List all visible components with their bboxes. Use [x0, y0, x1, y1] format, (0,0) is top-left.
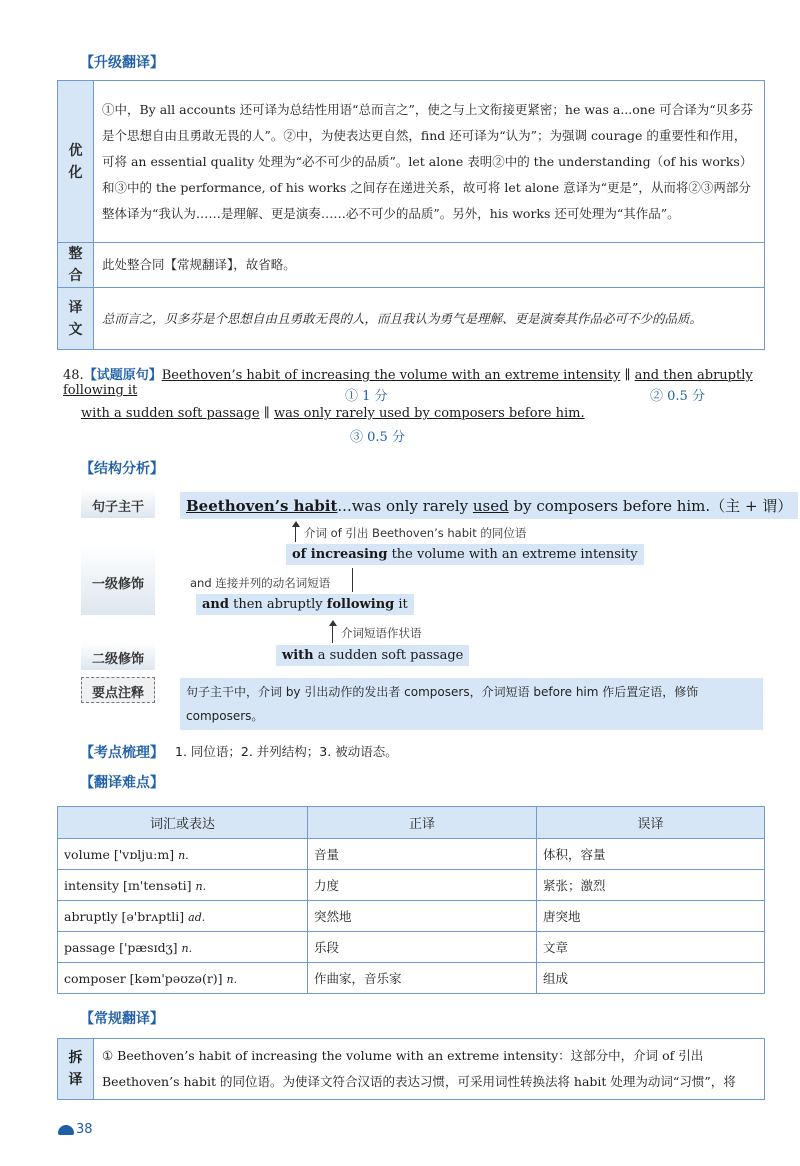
label-split: 拆 译: [58, 1039, 94, 1100]
table-row: [58, 901, 765, 932]
question-part1: Beethoven’s habit of increasing the volume with an extreme intensity: [161, 368, 621, 383]
note-appositive: 介词 of 引出 Beethoven’s habit 的同位语: [304, 526, 527, 540]
difficulty-table: [57, 806, 765, 994]
cell-word: [58, 932, 308, 963]
of-rest: the volume with an extreme intensity: [387, 547, 638, 562]
arrow-up-1: [292, 521, 300, 527]
page-number-text: 38: [76, 1122, 93, 1137]
connector-line-1: [295, 526, 296, 542]
with-phrase: [276, 645, 469, 666]
regular-table: [57, 1038, 765, 1100]
score-1: ① 1 分: [345, 389, 388, 404]
table-row: [58, 963, 765, 994]
word-text: abruptly [ə'brʌptli]: [64, 908, 189, 924]
label-keynote: 要点注释: [91, 686, 144, 701]
note-coordination: and 连接并列的动名词短语: [190, 576, 331, 590]
cell-wrong: 组成: [537, 963, 765, 994]
arrow-up-2: [329, 620, 337, 626]
question-tag: 【试题原句】: [83, 368, 162, 383]
with-rest: a sudden soft passage: [313, 648, 464, 663]
question-part3: was only rarely used by composers before him.: [273, 406, 585, 421]
separator-2: ∥: [263, 406, 270, 421]
integrate-text: 此处整合同【常规翻译】，故省略。: [94, 243, 765, 288]
label-integrate: 整 合: [58, 243, 94, 288]
pos-text: ad.: [188, 910, 206, 924]
translation-text: 总而言之，贝多芬是个思想自由且勇敢无畏的人，而且我认为勇气是理解、更是演奏其作品必可不少的品质。: [94, 288, 765, 350]
section-title-difficulty: 【翻译难点】: [80, 775, 164, 791]
label-translation: 译 文: [58, 288, 94, 350]
col-header-wrong: 误译: [537, 807, 765, 839]
label-level1: 一级修饰: [91, 577, 144, 592]
cell-wrong: 紧张；激烈: [537, 870, 765, 901]
cell-wrong: 文章: [537, 932, 765, 963]
score-2: ② 0.5 分: [650, 389, 705, 404]
and-rest: it: [394, 597, 408, 612]
word-text: volume ['vɒljuːm]: [64, 846, 179, 862]
table-row: [58, 839, 765, 870]
cell-word: [58, 870, 308, 901]
note-adverbial: 介词短语作状语: [341, 626, 422, 640]
table-row: [58, 932, 765, 963]
question-part2: and then abruptly following it: [63, 368, 753, 398]
of-phrase: [286, 544, 644, 565]
word-text: intensity [ɪn'tensəti]: [64, 877, 196, 893]
main-rest-1: ...was only rarely: [337, 497, 473, 515]
main-clause: [180, 492, 798, 519]
table-header-row: [58, 807, 765, 839]
word-text: passage ['pæsɪdʒ]: [64, 939, 182, 955]
cell-wrong: 唐突地: [537, 901, 765, 932]
cell-word: [58, 901, 308, 932]
label-main-clause: 句子主干: [91, 500, 144, 515]
col-header-correct: 正译: [308, 807, 537, 839]
and-phrase: [196, 594, 414, 615]
cell-word: [58, 839, 308, 870]
cell-wrong: 体积，容量: [537, 839, 765, 870]
section-title-regular: 【常规翻译】: [80, 1011, 164, 1027]
with-bold: with: [282, 648, 314, 663]
keynote-text: 句子主干中，介词 by 引出动作的发出者 composers，介词短语 before him 作后置定语，修饰 composers。: [180, 678, 763, 730]
of-bold: of increasing: [292, 547, 388, 562]
and-mid: then abruptly: [228, 597, 327, 612]
section-title-structure: 【结构分析】: [80, 461, 164, 477]
pos-text: n.: [181, 941, 193, 955]
label-optimize: 优 化: [58, 81, 94, 243]
split-text: ① Beethoven’s habit of increasing the volume with an extreme intensity：这部分中，介词 of 引出 Beethoven’s habit 的同位语。为使译文符合汉语的表达习惯，可采用词性转换法将 habit 处理为动词“习惯”，将: [94, 1039, 765, 1100]
section-title-upgrade: 【升级翻译】: [80, 55, 164, 71]
cell-correct: 力度: [308, 870, 537, 901]
word-text: composer [kəm'pəʊzə(r)]: [64, 970, 227, 986]
pos-text: n.: [178, 848, 189, 862]
cell-correct: 作曲家，音乐家: [308, 963, 537, 994]
score-3: ③ 0.5 分: [350, 430, 405, 445]
following-bold: following: [326, 597, 395, 612]
pos-text: n.: [195, 879, 207, 893]
label-level2: 二级修饰: [91, 652, 144, 667]
question-number: 48.: [63, 368, 84, 383]
section-title-points: 【考点梳理】: [80, 745, 164, 761]
points-text: 1. 同位语；2. 并列结构；3. 被动语态。: [175, 744, 398, 759]
pos-text: n.: [226, 972, 238, 986]
upgrade-table: [57, 80, 765, 350]
col-header-word: 词汇或表达: [58, 807, 308, 839]
table-row: [58, 870, 765, 901]
cell-correct: 音量: [308, 839, 537, 870]
optimize-text: ①中，By all accounts 还可译为总结性用语“总而言之”，使之与上文衔接更紧密；he was a...one 可合译为“贝多芬是个思想自由且勇敢无畏的人”。②中，为使表达更自然，find 还可译为“认为”；为强调 courage 的重要性和作用，可将 an essential quality 处理为“必不可少的品质”。let alone 表明②中的 the understanding（of his works）和③中的 the performance, of his works 之间存在递进关系，故可将 let alone 意译为“更是”，从而将②③两部分整体译为“我认为……是理解、更是演奏……必不可少的品质”。另外，his works 还可处理为“其作品”。: [94, 81, 765, 243]
cell-word: [58, 963, 308, 994]
connector-line-2: [352, 568, 353, 592]
separator-1: ∥: [624, 368, 631, 383]
question-48-line2: [81, 406, 585, 421]
connector-line-3: [332, 625, 333, 643]
main-verb: used: [472, 497, 509, 515]
main-rest-2: by composers before him.（主 + 谓）: [508, 497, 793, 515]
cell-correct: 乐段: [308, 932, 537, 963]
page-number: [58, 1122, 93, 1137]
graduation-cap-icon: [58, 1125, 74, 1135]
and-bold: and: [202, 597, 229, 612]
question-part2b: with a sudden soft passage: [81, 406, 260, 421]
main-subject: Beethoven’s habit: [186, 497, 338, 515]
cell-correct: 突然地: [308, 901, 537, 932]
